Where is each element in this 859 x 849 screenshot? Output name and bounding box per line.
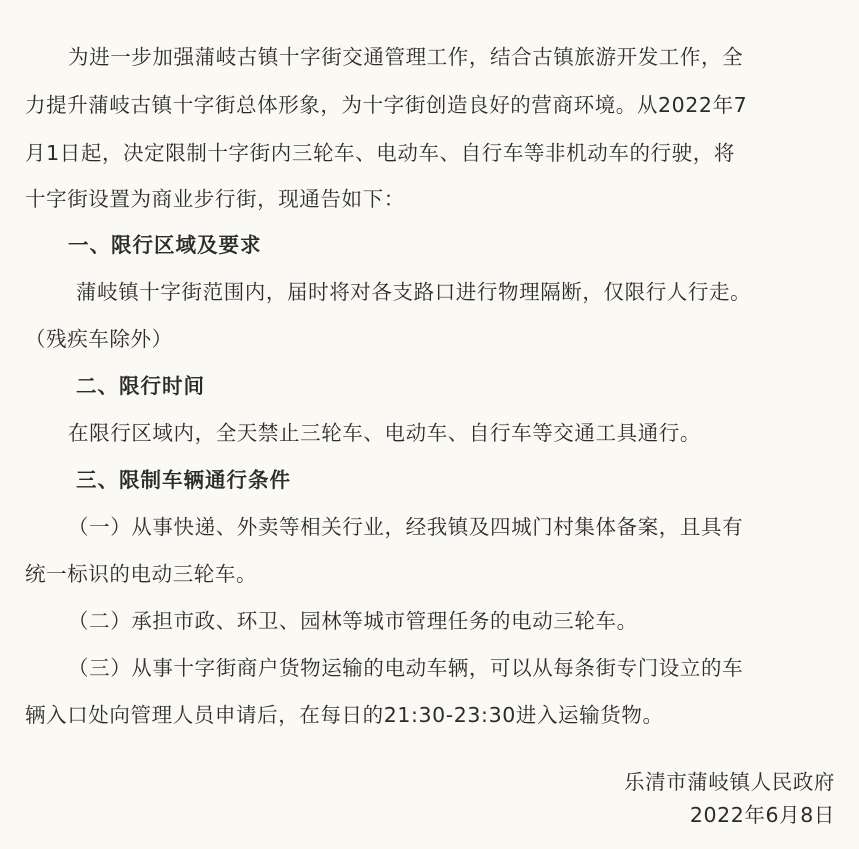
section-3-heading: 三、限制车辆通行条件 <box>76 468 291 492</box>
signature-issuer: 乐清市蒲岐镇人民政府 <box>624 770 835 794</box>
intro-line-2: 力提升蒲岐古镇十字街总体形象，为十字街创造良好的营商环境。从2022年7 <box>25 93 748 117</box>
signature-date: 2022年6月8日 <box>689 803 835 827</box>
section-3-item-2-line-1: （二）承担市政、环卫、园林等城市管理任务的电动三轮车。 <box>68 609 638 633</box>
intro-line-4: 十字街设置为商业步行街，现通告如下： <box>25 187 405 211</box>
section-3-item-1-line-1: （一）从事快递、外卖等相关行业，经我镇及四城门村集体备案，且具有 <box>68 515 744 539</box>
section-3-item-1-line-2: 统一标识的电动三轮车。 <box>25 562 258 586</box>
section-2-line-1: 在限行区域内，全天禁止三轮车、电动车、自行车等交通工具通行。 <box>68 421 701 445</box>
intro-line-1: 为进一步加强蒲岐古镇十字街交通管理工作，结合古镇旅游开发工作，全 <box>68 45 744 69</box>
section-1-heading: 一、限行区域及要求 <box>68 233 262 257</box>
intro-line-3: 月1日起，决定限制十字街内三轮车、电动车、自行车等非机动车的行驶，将 <box>25 141 735 165</box>
section-3-item-3-line-1: （三）从事十字街商户货物运输的电动车辆，可以从每条街专门设立的车 <box>68 656 744 680</box>
section-1-line-1: 蒲岐镇十字街范围内，届时将对各支路口进行物理隔断，仅限行人行走。 <box>76 280 752 304</box>
section-2-heading: 二、限行时间 <box>76 374 205 398</box>
section-3-item-3-line-2: 辆入口处向管理人员申请后，在每日的21:30-23:30进入运输货物。 <box>25 703 664 727</box>
section-1-line-2: （残疾车除外） <box>25 327 173 351</box>
